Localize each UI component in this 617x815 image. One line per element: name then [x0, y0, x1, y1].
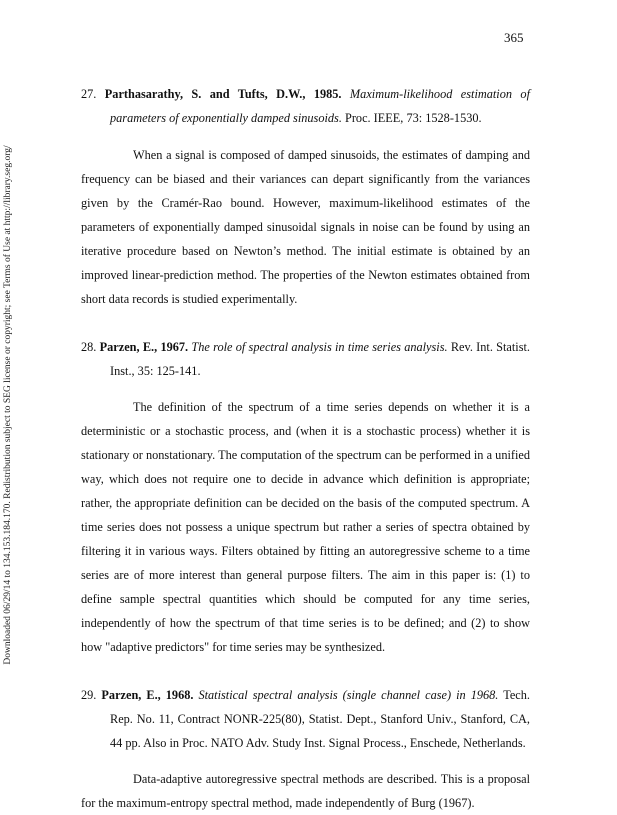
download-notice — [1, 120, 15, 690]
reference-authors: Parzen, E., 1967. — [99, 339, 189, 354]
reference-abstract: The definition of the spectrum of a time series depends on whether it is a deterministic or a stochastic process, and (when it is a stochastic process) whether it is stationary or nonstationary. The computation of the spectrum can be performed in a unified way, which does not require one to decide in advance which definition is appropriate; rather, the appropriate definition can be decided on the basis of the computed spectrum. A time series does not possess a unique spectrum but rather a series of spectra obtained by filtering it in various ways. Filters obtained by fitting an autoregressive scheme to a time series are of more interest than general purpose filters. The aim in this paper is: (1) to define sample spectral quantities which should be computed for any time series, independently of how the spectrum of that time series is to be defined; and (2) to show how "adaptive predictors" for time series may be synthesized. — [81, 399, 530, 654]
reference-title: Statistical spectral analysis (single channel case) in 1968. — [198, 687, 499, 702]
reference-entry — [81, 683, 530, 815]
reference-number: 28. — [81, 339, 97, 354]
page-number: 365 — [504, 30, 524, 45]
reference-authors: Parthasarathy, S. and Tufts, D.W., 1985. — [104, 87, 342, 102]
reference-source: Tech. Rep. No. 11, Contract NONR-225(80), Statist. Dept., Stanford Univ., Stanford, CA, 44 pp. Also in Proc. NATO Adv. Study Inst. Signal Process., Enschede, Netherlands. — [110, 687, 530, 750]
reference-citation — [81, 335, 530, 383]
reference-entry — [81, 335, 530, 659]
download-notice-text: Downloaded 06/29/14 to 134.153.184.170. Redistribution subject to SEG license or copyright; see Terms of Use at http://library.seg.org/ — [3, 145, 13, 665]
reference-source: Proc. IEEE, 73: 1528-1530. — [344, 111, 482, 126]
reference-number: 27. — [81, 87, 97, 102]
reference-source: Rev. Int. Statist. Inst., 35: 125-141. — [110, 339, 531, 378]
reference-citation — [81, 683, 530, 755]
reference-title: The role of spectral analysis in time series analysis. — [191, 339, 448, 354]
reference-citation — [81, 82, 530, 130]
reference-authors: Parzen, E., 1968. — [101, 687, 194, 702]
bibliography-list — [81, 70, 530, 815]
reference-title: Maximum-likelihood estimation of parameters of exponentially damped sinusoids. — [110, 87, 530, 126]
reference-abstract: When a signal is composed of damped sinusoids, the estimates of damping and frequency can be biased and their variances can depart significantly from the variances given by the Cramér-Rao bound. However, maximum-likelihood estimates of the parameters of exponentially damped sinusoidal signals in noise can be found by using an iterative procedure based on Newton’s method. The initial estimate is obtained by an improved linear-prediction method. The properties of the Newton estimates obtained from short data records is studied experimentally. — [81, 147, 530, 306]
reference-number: 29. — [81, 687, 97, 702]
reference-entry — [81, 82, 530, 310]
reference-abstract: Data-adaptive autoregressive spectral methods are described. This is a proposal for the maximum-entropy spectral method, made independently of Burg (1967). — [81, 772, 530, 811]
